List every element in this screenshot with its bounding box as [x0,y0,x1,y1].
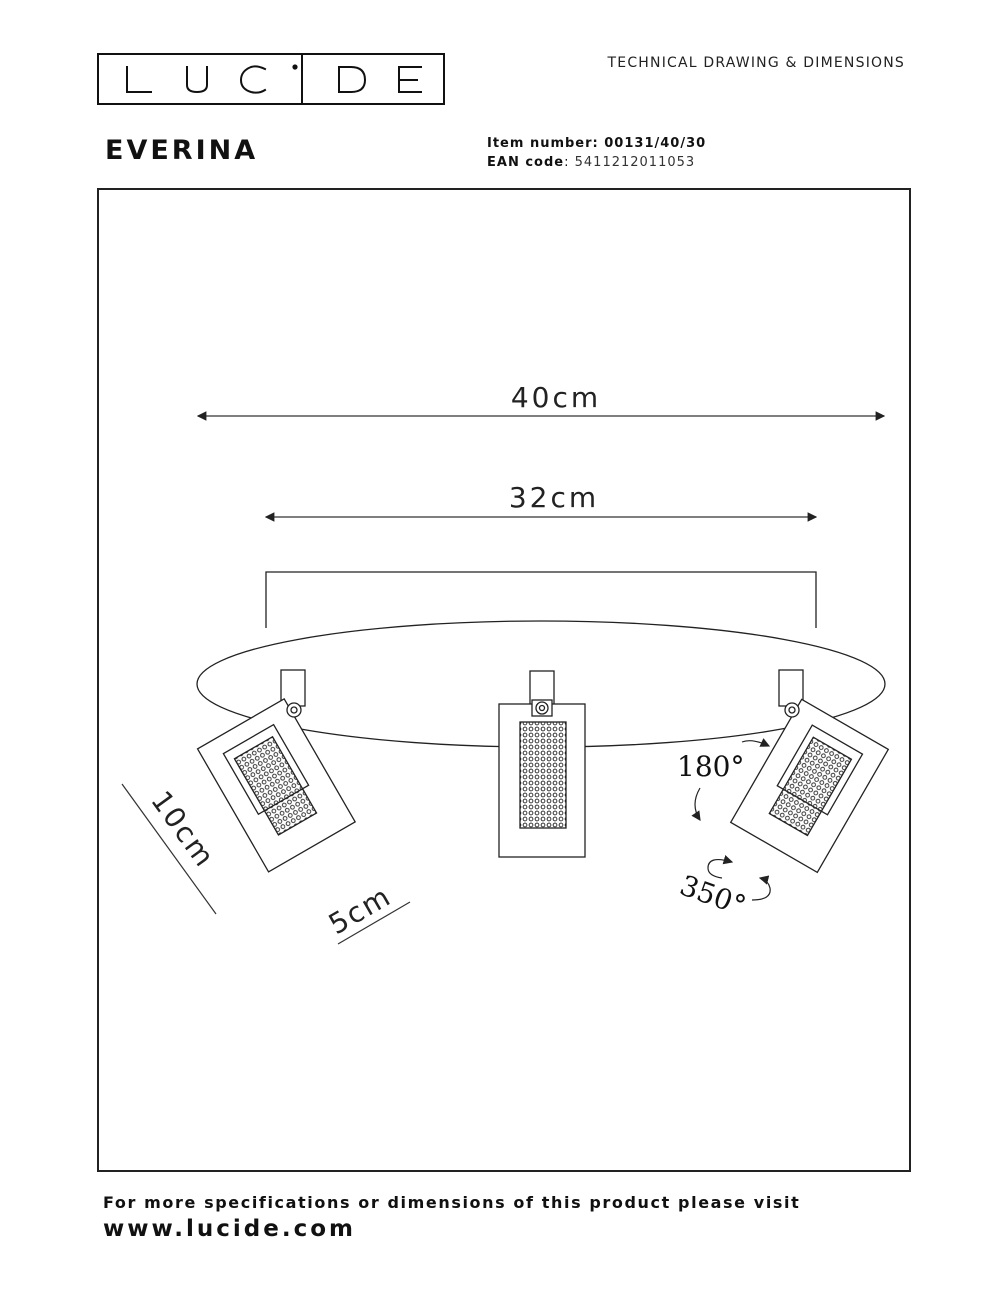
dimension-head-width-label: 5cm [323,879,398,942]
ean-value: 5411212011053 [574,155,696,170]
dimension-total-width-label: 40cm [510,381,602,414]
dimension-total-width [198,381,884,416]
item-number-row: Item number: 00131/40/30 [487,136,707,151]
dimension-head-length-label: 10cm [144,784,222,874]
dimension-base-width [266,481,816,517]
base-plate [266,572,816,628]
rotation-angle-annotation [676,860,771,923]
item-number-label: Item number [487,136,593,151]
tilt-arrow-bottom-icon [695,788,700,820]
center-spot-head [499,671,585,857]
rotation-arrow-bottom-icon [752,878,770,900]
tilt-angle-label: 180° [677,750,745,783]
rotation-arrow-top-icon [708,860,732,878]
header-caption: TECHNICAL DRAWING & DIMENSIONS [607,55,905,71]
tilt-arrow-top-icon [742,741,769,746]
item-number-value: 00131/40/30 [604,136,707,151]
left-spot-head [198,670,356,872]
rotation-angle-label: 350° [675,868,751,923]
ean-label: EAN code [487,155,565,170]
dimension-base-width-label: 32cm [508,481,600,514]
footer-url[interactable]: www.lucide.com [103,1216,356,1242]
right-spot-head [731,670,889,872]
product-name: EVERINA [105,135,259,166]
footer-note: For more specifications or dimensions of this product please visit [103,1193,801,1212]
dimension-head-width [323,879,410,944]
dimension-head-length [122,784,222,914]
ean-row: EAN code: 5411212011053 [487,155,696,170]
